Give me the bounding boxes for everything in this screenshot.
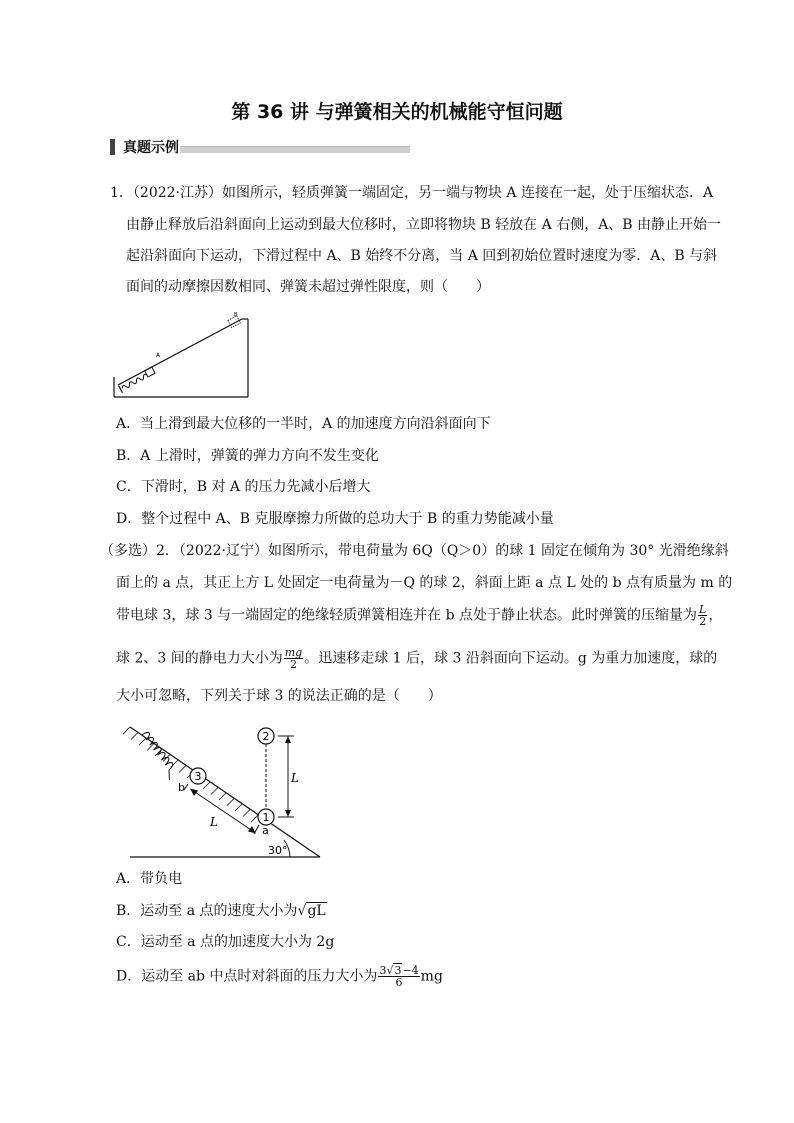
fraction-option-d: $\frac{3√3-4}{6}$ xyxy=(379,964,419,989)
q2-option-a: A．带负电 xyxy=(116,871,183,887)
q2-line-4: 球 2、3 间的静电力大小为 $\frac{mg}{2}$ 。迅速移走球 1 后，球 3 沿斜面向下运动。g 为重力加速度，球的 xyxy=(116,646,718,671)
q1-line-4: 面间的动摩擦因数相同、弹簧未超过弹性限度，则（ ） xyxy=(126,279,490,295)
q1-figure xyxy=(110,305,270,400)
fraction-mg-over-2: $\frac{mg}{2}$ xyxy=(284,646,303,671)
ball-3-label: 3 xyxy=(194,770,202,783)
q1-line-1: 1．（2022·江苏）如图所示，轻质弹簧一端固定，另一端与物块 A 连接在一起，处于压缩状态．A xyxy=(110,185,714,201)
q2-line-2: 面上的 a 点，其正上方 L 处固定一电荷量为－Q 的球 2，斜面上距 a 点 L 处的 b 点有质量为 m 的 xyxy=(116,575,733,591)
q2-line-5: 大小可忽略，下列关于球 3 的说法正确的是（ ） xyxy=(116,688,442,704)
q1-line-3: 起沿斜面向下运动，下滑过程中 A、B 始终不分离，当 A 回到初始位置时速度为零．A、B 与斜 xyxy=(126,248,718,264)
q1-option-c: C．下滑时，B 对 A 的压力先减小后增大 xyxy=(116,479,371,495)
q2-line-1: （多选）2．（2022·辽宁）如图所示，带电荷量为 6Q（Q＞0）的球 1 固定在倾角为 30° 光滑绝缘斜 xyxy=(100,543,729,559)
q1-line-2: 由静止释放后沿斜面向上运动到最大位移时，立即将物块 B 轻放在 A 右侧，A、B 由静止开始一 xyxy=(126,217,722,233)
fraction-l-over-2: $\frac{L}{2}$ xyxy=(699,603,707,628)
q2-figure xyxy=(118,722,324,862)
section-header xyxy=(110,138,179,156)
q2-line-3: 带电球 3，球 3 与一端固定的绝缘轻质弹簧相连并在 b 点处于静止状态。此时弹簧的压缩量为 $\frac{L}{2}$ ， xyxy=(116,603,723,628)
q2-option-c: C．运动至 a 点的加速度大小为 2g xyxy=(116,934,335,950)
q1-option-a: A．当上滑到最大位移的一半时，A 的加速度方向沿斜面向下 xyxy=(116,416,491,432)
section-rule xyxy=(180,146,410,153)
angle-label: 30° xyxy=(268,844,288,857)
q1-label-b: B xyxy=(234,312,238,318)
section-marker xyxy=(110,139,115,155)
ball-2-label: 2 xyxy=(262,730,270,743)
point-b-label: b xyxy=(178,781,185,794)
q1-label-a: A xyxy=(156,352,161,359)
vertical-distance-label: L xyxy=(291,771,299,785)
ball-1-label: 1 xyxy=(262,811,270,824)
page-title: 第 36 讲 与弹簧相关的机械能守恒问题 xyxy=(231,101,563,123)
section-label: 真题示例 xyxy=(123,140,179,156)
slope-distance-label: L xyxy=(210,815,218,829)
q2-option-d: D．运动至 ab 中点时对斜面的压力大小为 $\frac{3√3-4}{6}$ mg xyxy=(116,964,443,989)
q1-option-b: B．A 上滑时，弹簧的弹力方向不发生变化 xyxy=(116,448,379,464)
q2-option-b: B．运动至 a 点的速度大小为√gL xyxy=(116,903,326,919)
point-a-label: a xyxy=(262,824,269,837)
q1-option-d: D．整个过程中 A、B 克服摩擦力所做的总功大于 B 的重力势能减小量 xyxy=(116,511,554,527)
